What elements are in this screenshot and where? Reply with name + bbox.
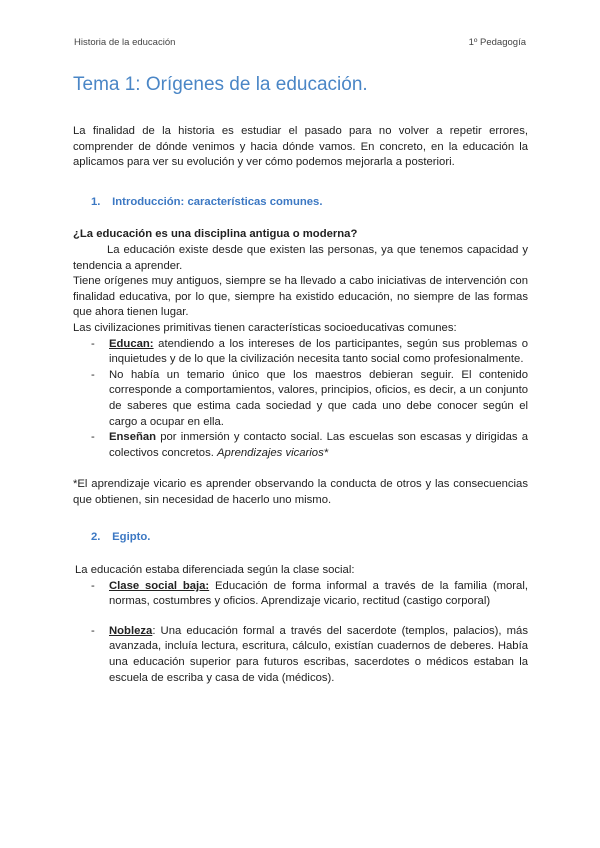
list-item-label: Clase social baja: [109, 579, 210, 592]
section-1-list [73, 337, 528, 462]
list-item [91, 579, 528, 610]
dash-bullet: - [91, 431, 95, 444]
section-2-heading [91, 530, 528, 546]
dash-bullet: - [91, 624, 95, 637]
page-title: Tema 1: Orígenes de la educación. [73, 74, 368, 95]
dash-bullet: - [91, 579, 95, 592]
list-item-label: Enseñan [109, 431, 157, 444]
list-item [91, 368, 528, 430]
list-item-text: por inmersión y contacto social. Las escuelas son escasas y dirigidas a colectivos concretos. [109, 431, 528, 459]
list-item-italic: Aprendizajes vicarios* [217, 446, 329, 459]
section-1-paragraph-1: La educación existe desde que existen las personas, ya que tenemos capacidad y tendencia a aprender. [73, 243, 528, 272]
section-1-paragraph-3: Las civilizaciones primitivas tienen características socioeducativas comunes: [73, 321, 457, 334]
list-item-text: atendiendo a los intereses de los participantes, según sus problemas o inquietudes y de lo que la civilización necesita tanto social como profesionalmente. [109, 337, 528, 366]
list-item-label: Nobleza [109, 624, 153, 637]
list-item-label: Educan: [109, 337, 154, 350]
dash-bullet: - [91, 337, 95, 350]
intro-paragraph: La finalidad de la historia es estudiar el pasado para no volver a repetir errores, comprender de dónde venimos y hacia dónde vamos. En concreto, en la educación la aplicamos para ver su evolución y ver cómo podemos mejorarla a posteriori. [73, 125, 528, 169]
list-item-text: Educación de forma informal a través de la familia (moral, normas, costumbres y oficios. Aprendizaje vicario, rectitud (castigo corporal) [109, 579, 528, 608]
list-item [91, 430, 528, 461]
footnote-vicarious-learning: *El aprendizaje vicario es aprender observando la conducta de otros y las consecuencias que obtienen, sin necesidad de hacerlo uno mismo. [73, 478, 528, 506]
section-2-intro: La educación estaba diferenciada según la clase social: [75, 564, 355, 577]
header-grade: 1º Pedagogía [468, 37, 526, 48]
header-course: Historia de la educación [74, 37, 176, 48]
list-item-text: : Una educación formal a través del sacerdote (templos, palacios), más avanzada, incluía lectura, escritura, cálculo, existían cuadernos de deberes. Había una educación superior para futuros escribas, sacerdotes o médicos estaban la escuela de escriba y casa de vida (médicos). [109, 624, 528, 684]
section-1-paragraph-2: Tiene orígenes muy antiguos, siempre se ha llevado a cabo iniciativas de intervención con finalidad educativa, por lo que, siempre ha existido educación, no siempre de las formas que ahora tienen lugar. [73, 275, 528, 319]
section-1-title: Introducción: características comunes. [112, 195, 323, 208]
section-1-question: ¿La educación es una disciplina antigua o moderna? [73, 228, 358, 241]
list-spacer [91, 610, 528, 624]
section-2-number: 2. [91, 531, 101, 544]
dash-bullet: - [91, 368, 95, 381]
list-item-text: No había un temario único que los maestros debieran seguir. El contenido corresponde a comportamientos, valores, principios, oficios, es decir, a un conjunto de saberes que estima cada sociedad y que cada uno debe conocer según el cargo a ocupar en ella. [109, 368, 528, 428]
list-item [91, 337, 528, 368]
list-item [91, 624, 528, 686]
section-2-title: Egipto. [112, 531, 151, 544]
section-1-number: 1. [91, 195, 101, 208]
document-body [73, 73, 528, 686]
section-1-heading [91, 195, 528, 211]
section-2-list [73, 579, 528, 687]
